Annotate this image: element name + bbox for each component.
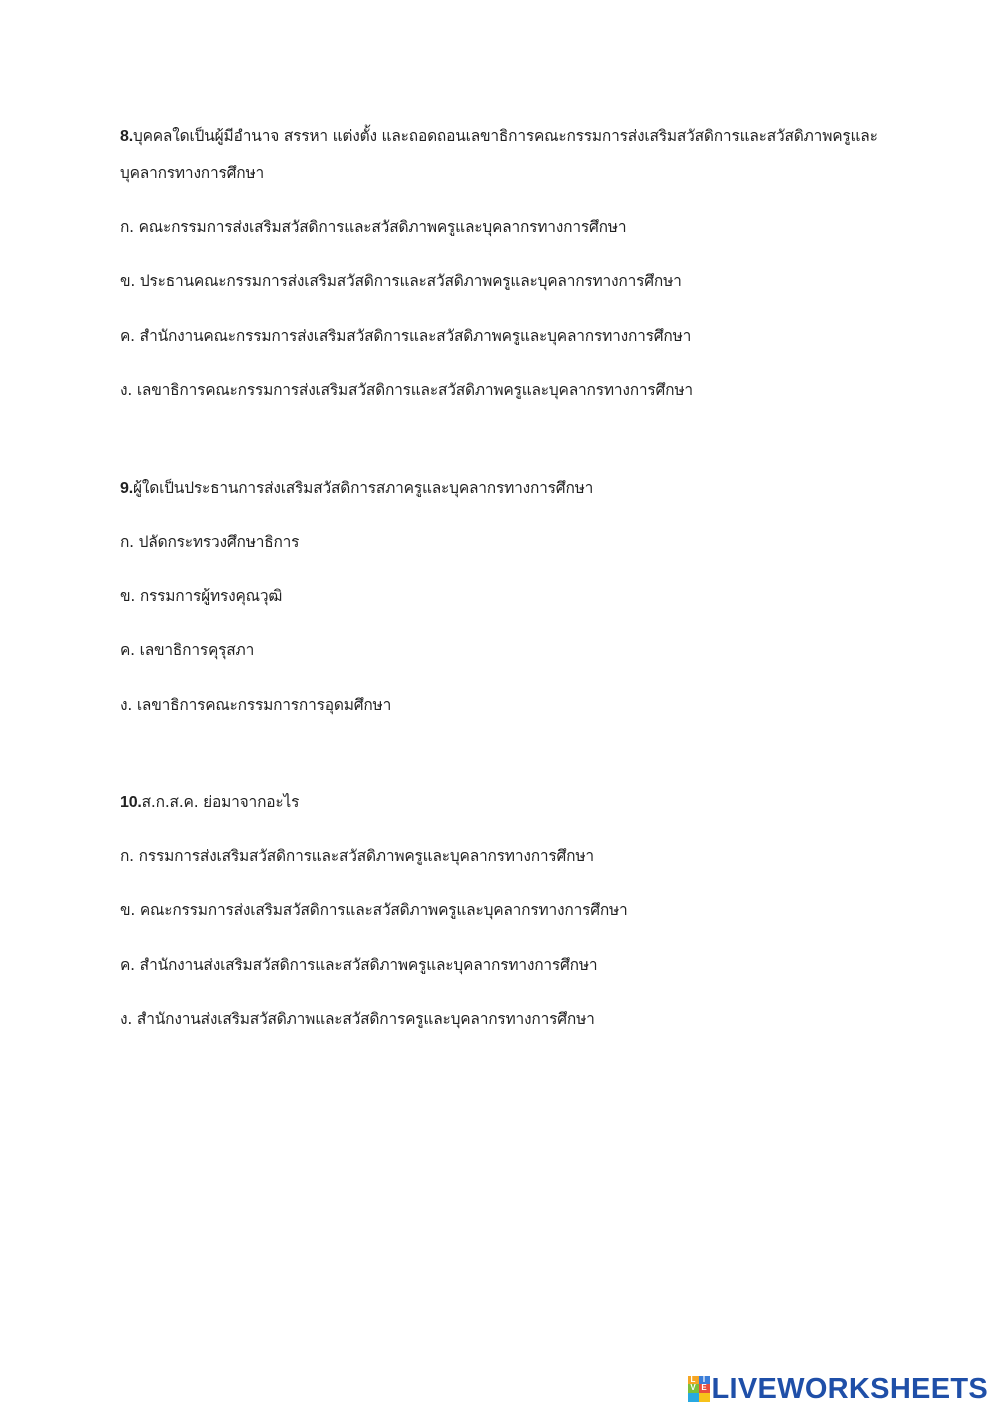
question-text: บุคคลใดเป็นผู้มีอำนาจ สรรหา แต่งตั้ง และถอดถอนเลขาธิการคณะกรรมการส่งเสริมสวัสดิการและสวัสดิภาพครูและ xyxy=(132,127,878,145)
question-8-text-continued: บุคลากรทางการศึกษา xyxy=(120,164,264,182)
logo-brand-text: LIVEWORKSHEETS xyxy=(711,1372,988,1405)
question-10-option-b[interactable]: ข. คณะกรรมการส่งเสริมสวัสดิการและสวัสดิภาพครูและบุคลากรทางการศึกษา xyxy=(120,901,628,919)
liveworksheets-logo xyxy=(688,1374,989,1404)
question-9-option-a[interactable]: ก. ปลัดกระทรวงศึกษาธิการ xyxy=(120,533,300,551)
question-9-option-d[interactable]: ง. เลขาธิการคณะกรรมการการอุดมศึกษา xyxy=(120,696,392,714)
question-9-option-c[interactable]: ค. เลขาธิการคุรุสภา xyxy=(120,641,255,659)
logo-letter: I xyxy=(699,1376,710,1384)
question-number: 9. xyxy=(120,480,133,497)
logo-block xyxy=(688,1393,699,1402)
question-text: ผู้ใดเป็นประธานการส่งเสริมสวัสดิการสภาครูและบุคลากรทางการศึกษา xyxy=(132,479,594,497)
question-9-option-b[interactable]: ข. กรรมการผู้ทรงคุณวุฒิ xyxy=(120,587,283,605)
logo-letter: L xyxy=(688,1376,699,1384)
question-8-option-c[interactable]: ค. สำนักงานคณะกรรมการส่งเสริมสวัสดิการและสวัสดิภาพครูและบุคลากรทางการศึกษา xyxy=(120,327,692,345)
logo-letter: E xyxy=(699,1384,710,1393)
logo-block xyxy=(699,1393,710,1402)
question-9-text xyxy=(120,478,920,499)
question-8-option-b[interactable]: ข. ประธานคณะกรรมการส่งเสริมสวัสดิการและสวัสดิภาพครูและบุคลากรทางการศึกษา xyxy=(120,272,682,290)
question-10-option-d[interactable]: ง. สำนักงานส่งเสริมสวัสดิภาพและสวัสดิการครูและบุคลากรทางการศึกษา xyxy=(120,1010,595,1028)
question-number: 10. xyxy=(120,794,142,811)
question-10-option-a[interactable]: ก. กรรมการส่งเสริมสวัสดิการและสวัสดิภาพครูและบุคลากรทางการศึกษา xyxy=(120,847,594,865)
question-text: ส.ก.ส.ค. ย่อมาจากอะไร xyxy=(141,793,300,811)
question-10-option-c[interactable]: ค. สำนักงานส่งเสริมสวัสดิการและสวัสดิภาพครูและบุคลากรทางการศึกษา xyxy=(120,956,598,974)
logo-mark-icon xyxy=(688,1376,710,1402)
question-number: 8. xyxy=(120,128,133,145)
question-8-option-a[interactable]: ก. คณะกรรมการส่งเสริมสวัสดิการและสวัสดิภาพครูและบุคลากรทางการศึกษา xyxy=(120,218,627,236)
question-10-text xyxy=(120,792,920,813)
logo-letter: V xyxy=(688,1384,699,1393)
question-8-option-d[interactable]: ง. เลขาธิการคณะกรรมการส่งเสริมสวัสดิการและสวัสดิภาพครูและบุคลากรทางการศึกษา xyxy=(120,381,693,399)
question-8-text xyxy=(120,126,920,147)
